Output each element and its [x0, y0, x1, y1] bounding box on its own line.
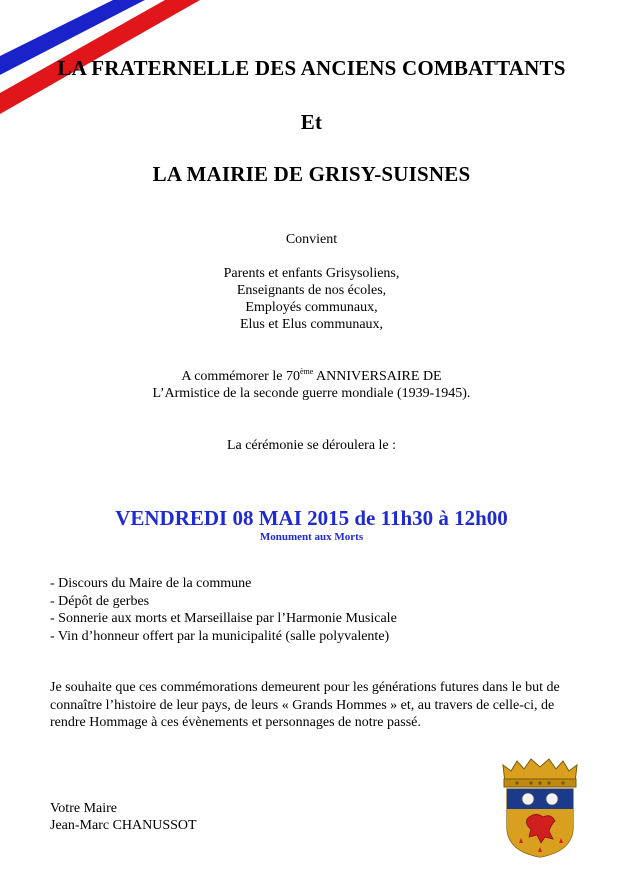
- signature-name: Jean-Marc CHANUSSOT: [50, 818, 197, 833]
- program-item: - Vin d’honneur offert par la municipalité (salle polyvalente): [50, 628, 390, 644]
- program-item: - Discours du Maire de la commune: [50, 576, 252, 591]
- ceremony-place: Monument aux Morts: [259, 531, 364, 543]
- town-coat-of-arms-icon: [497, 757, 583, 859]
- program-list: [50, 575, 397, 645]
- signature-block: [50, 800, 197, 834]
- anniversary-line-1: A commémorer le 70ème ANNIVERSAIRE DE: [181, 367, 442, 384]
- ceremony-date: VENDREDI 08 MAI 2015 de 11h30 à 12h00: [115, 506, 508, 530]
- mairie-title: LA MAIRIE DE GRISY-SUISNES: [152, 162, 471, 186]
- invitees-list: [0, 265, 623, 333]
- invitee-line: Employés communaux,: [245, 300, 378, 315]
- program-item: - Dépôt de gerbes: [50, 593, 150, 609]
- ceremony-intro: La cérémonie se déroulera le :: [226, 438, 397, 453]
- anniversary-text: [0, 368, 623, 402]
- invitee-line: Enseignants de nos écoles,: [236, 283, 387, 298]
- program-item: - Sonnerie aux morts et Marseillaise par l’Harmonie Musicale: [50, 611, 397, 626]
- ordinal-superscript: ème: [299, 367, 314, 376]
- conjunction-title: Et: [300, 110, 323, 134]
- convient-text: Convient: [285, 232, 338, 247]
- signature-title: Votre Maire: [50, 801, 117, 816]
- invitee-line: Elus et Elus communaux,: [239, 317, 384, 332]
- organizer-title: LA FRATERNELLE DES ANCIENS COMBATTANTS: [57, 56, 566, 80]
- closing-paragraph: Je souhaite que ces commémorations demeurent pour les générations futures dans le but de connaître l’histoire de leur pays, de leurs « Grands Hommes » et, au travers de celle-ci, de rendre Hommage à ces évènements et personnages de notre passé.: [50, 680, 560, 730]
- anniversary-line-2: L’Armistice de la seconde guerre mondiale (1939-1945).: [152, 386, 471, 401]
- invitee-line: Parents et enfants Grisysoliens,: [223, 266, 400, 281]
